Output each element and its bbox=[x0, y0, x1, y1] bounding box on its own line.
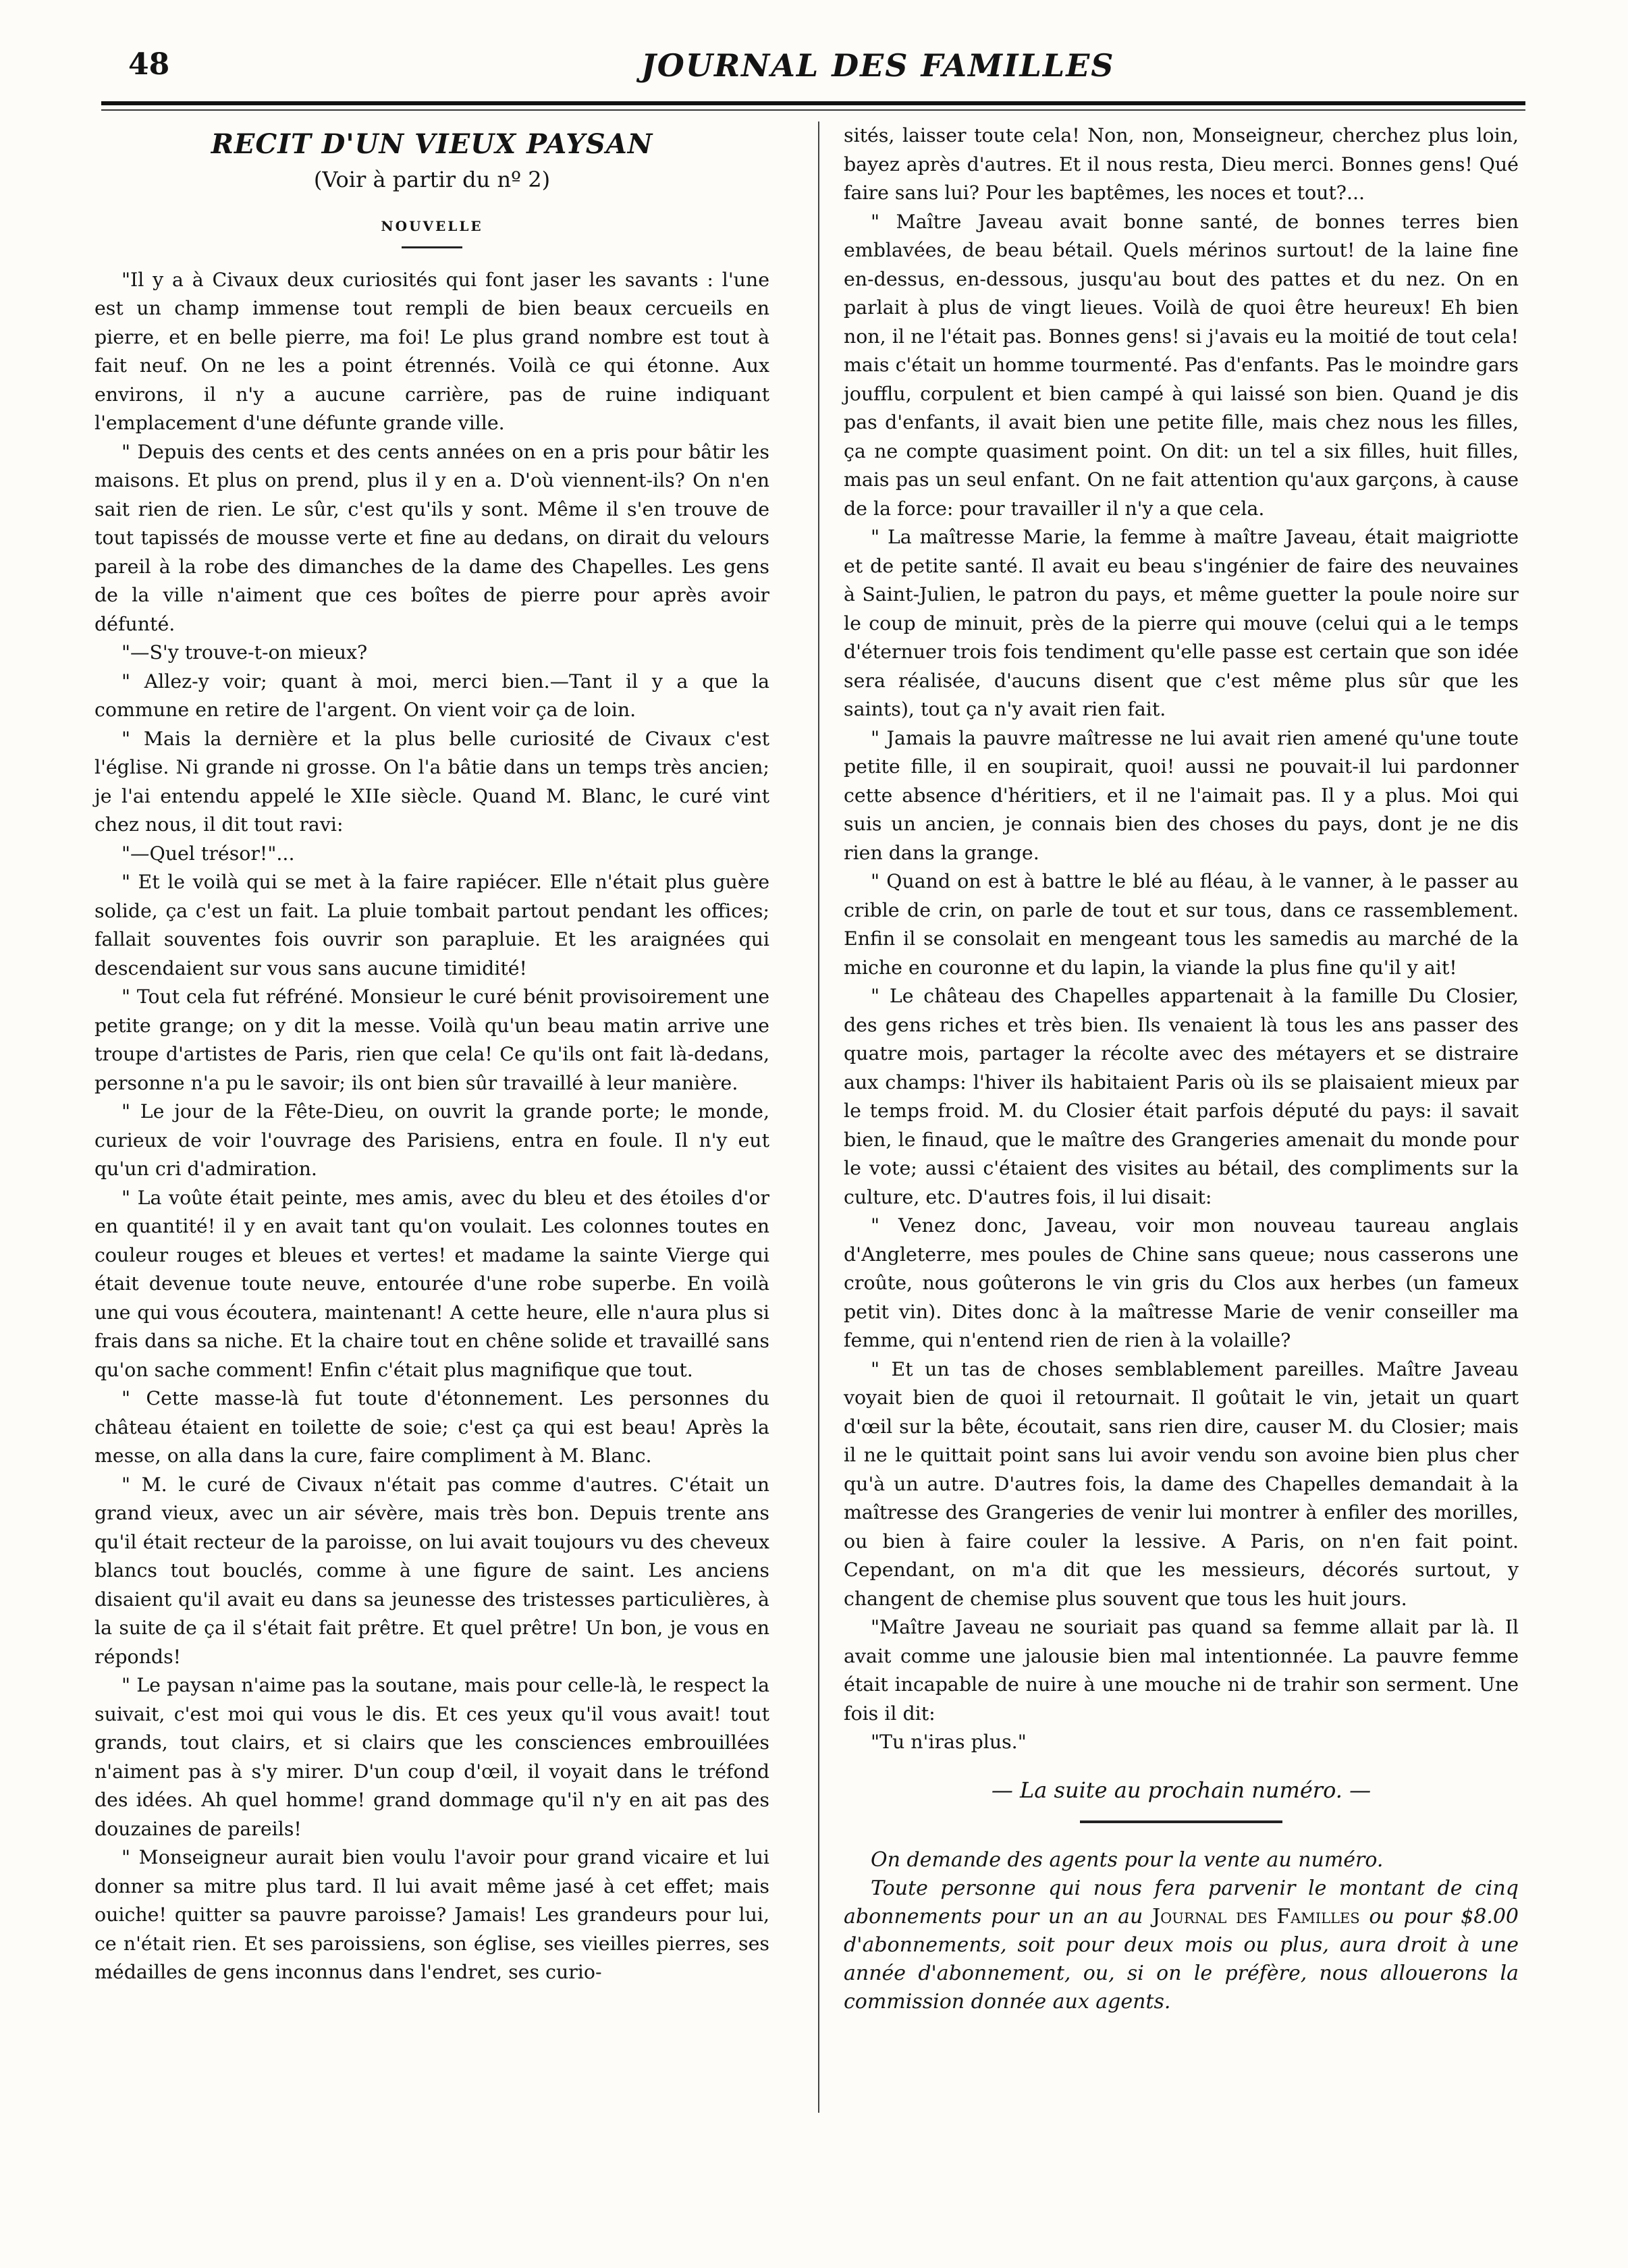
paragraph: "—S'y trouve-t-on mieux? bbox=[121, 641, 368, 664]
agents-notice bbox=[844, 1846, 1519, 2016]
paragraph: "Il y a à Civaux deux curiosités qui font jaser les savants : l'une est un champ immense tout rempli de bien beaux cercueils en pierre, et en belle pierre, ma foi! Le plus grand nombre est tout à fait neuf. On ne les a point étrennés. Voilà ce qui étonne. Aux environs, il n'y a aucune carrière, pas de ruine indiquant l'emplacement d'une défunte grande ville. bbox=[94, 268, 769, 434]
genre-label: NOUVELLE bbox=[381, 218, 483, 234]
header-rule bbox=[101, 101, 1525, 105]
paragraph: " Le jour de la Fête-Dieu, on ouvrit la grande porte; le monde, curieux de voir l'ouvrage des Parisiens, entra en foule. Il n'y eut qu'un cri d'admiration. bbox=[94, 1100, 769, 1180]
paragraph: " La voûte était peinte, mes amis, avec du bleu et des étoiles d'or en quantité! il y en avait tant qu'on voulait. Les colonnes toutes en couleur rouges et bleues et vertes! et madame la sainte Vierge qui était devenue toute neuve, entourée d'une robe superbe. En voilà une qui vous écoutera, maintenant! A cette heure, elle n'aura plus si frais dans sa niche. Et la chaire tout en chêne solide et travaillé sans qu'on sache comment! Enfin c'était plus magnifique que tout. bbox=[94, 1186, 769, 1381]
paragraph: " Maître Javeau avait bonne santé, de bonnes terres bien emblavées, de beau bétail. Quels mérinos surtout! de la laine fine en-dessus, en-dessous, jusqu'au bout des pattes et du nez. On en parlait à plus de vingt lieues. Voilà de quoi être heureux! Eh bien non, il ne l'était pas. Bonnes gens! si j'avais eu la moitié de tout cela! mais c'était un homme tourmenté. Pas d'enfants. Pas le moindre gars joufflu, corpulent et bien campé à qui laissé son bien. Quand je dis pas d'enfants, il avait bien une petite fille, mais chez nous les filles, ça ne compte quasiment point. On dit: un tel a six filles, huit filles, mais pas un seul enfant. On ne fait attention qu'aux garçons, à cause de la force: pour travailler il n'y a que cela. bbox=[844, 210, 1519, 520]
paragraph: "—Quel trésor!"... bbox=[121, 842, 295, 865]
running-head bbox=[101, 47, 1525, 94]
paragraph: " Tout cela fut réfréné. Monsieur le curé bénit provisoirement une petite grange; on y dit la messe. Voilà qu'un beau matin arrive une troupe d'artistes de Paris, rien que cela! Ce qu'ils ont fait là-dedans, personne n'a pu le savoir; ils ont bien sûr travaillé à leur manière. bbox=[94, 986, 769, 1094]
paragraph: "Tu n'iras plus." bbox=[871, 1731, 1027, 1753]
story-subtitle: (Voir à partir du nº 2) bbox=[313, 167, 551, 192]
paragraph: " Et un tas de choses semblablement pareilles. Maître Javeau voyait bien de quoi il retournait. Il goûtait le vin, jetait un quart d'œil sur la bête, écoutait, sans rien dire, causer M. du Closier; mais il ne le quittait point sans lui avoir vendu son avoine bien plus cher qu'à un autre. D'autres fois, la dame des Chapelles demandait à la maîtresse des Grangeries de venir lui montrer à enfiler des morilles, ou bien à faire couler la lessive. A Paris, on n'en fait point. Cependant, on m'a dit que les messieurs, décorés surtout, y changent de chemise plus souvent que tous les huit jours. bbox=[844, 1357, 1519, 1610]
paragraph: " Jamais la pauvre maîtresse ne lui avait rien amené qu'une toute petite fille, il en soupirait, quoi! aussi ne pouvait-il lui pardonner cette absence d'héritiers, et il ne l'aimait pas. Il y a plus. Moi qui suis un ancien, je connais bien des choses du pays, dont je ne dis rien dans la grange. bbox=[844, 726, 1519, 864]
paragraph: " Quand on est à battre le blé au fléau, à le vanner, à le passer au crible de crin, on parle de tout et sur tous, dans ce rassemblement. Enfin il se consolait en mengeant tous les samedis au marché de la miche en couronne et du lapin, la viande la plus fine qu'il y ait! bbox=[844, 870, 1519, 979]
to-be-continued: — La suite au prochain numéro. — bbox=[991, 1777, 1372, 1803]
paragraph: " Monseigneur aurait bien voulu l'avoir pour grand vicaire et lui donner sa mitre plus tard. Il lui avait même jasé à cet effet; mais ouiche! quitter sa pauvre paroisse? Jamais! Les grandeurs pour lui, ce n'était rien. Et ses paroissiens, son église, ses vieilles pierres, ses médailles de gens inconnus dans l'endret, ses curio- bbox=[94, 1846, 769, 1983]
right-column bbox=[844, 122, 1519, 2016]
paragraph: " M. le curé de Civaux n'était pas comme d'autres. C'était un grand vieux, avec un air sévère, mais très bon. Depuis trente ans qu'il était recteur de la paroisse, on lui avait toujours vu des cheveux blancs tout bouclés, comme à une figure de saint. Les anciens disaient qu'il avait eu dans sa jeunesse des tristesses particulières, à la suite de ça il s'était fait prêtre. Et quel prêtre! Un bon, je vous en réponds! bbox=[94, 1473, 769, 1668]
notice-line-2 bbox=[844, 1874, 1519, 2016]
story-title: RECIT D'UN VIEUX PAYSAN bbox=[211, 128, 653, 160]
paragraph: sités, laisser toute cela! Non, non, Monseigneur, cherchez plus loin, bayez après d'autres. Et il nous resta, Dieu merci. Bonnes gens! Qué faire sans lui? Pour les baptêmes, les noces et tout?... bbox=[844, 124, 1519, 204]
paragraph: " Le paysan n'aime pas la soutane, mais pour celle-là, le respect la suivait, c'est moi qui vous le dis. Et ces yeux qu'il vous avait! tout grands, tout clairs, et si clairs que les consciences embrouillées n'aiment pas à s'y mirer. D'un coup d'œil, il voyait dans le tréfond des idées. Ah quel homme! grand dommage qu'il n'y en ait pas des douzaines de pareils! bbox=[94, 1674, 769, 1840]
journal-title: JOURNAL DES FAMILLES bbox=[641, 47, 1115, 84]
paragraph: " Le château des Chapelles appartenait à la famille Du Closier, des gens riches et très bien. Ils venaient là tous les ans passer des quatre mois, partager la récolte avec des métayers et se distraire aux champs: l'hiver ils habitaient Paris où ils se plaisaient mieux par le temps froid. M. du Closier était parfois député du pays: il savait bien, le finaud, que le maître des Grangeries amenait du monde pour le vote; aussi c'étaient des visites au bétail, des compliments sur la culture, etc. D'autres fois, il lui disait: bbox=[844, 985, 1519, 1208]
section-rule bbox=[402, 246, 462, 248]
header-rule-thin bbox=[101, 109, 1525, 111]
notice-text-post: ou pour $8.00 d'abonnements, soit pour deux mois ou plus, aura droit à une année d'abonnement, ou, si on le préfère, nous allouerons la commission donnée aux agents. bbox=[844, 1905, 1519, 2014]
column-divider bbox=[818, 122, 819, 2113]
paragraph: " La maîtresse Marie, la femme à maître Javeau, était maigriotte et de petite santé. Il avait eu beau s'ingénier de faire des neuvaines à Saint-Julien, le patron du pays, et même guetter la poule noire sur le coup de minuit, près de la pierre qui mouve (celui qui a le temps d'éternuer trois fois tendiment qu'elle passe est certain que son idée sera réalisée, d'aucuns disent que c'est même plus sûr que les saints), tout ça n'y avait rien fait. bbox=[844, 526, 1519, 720]
paragraph: "Maître Javeau ne souriait pas quand sa femme allait par là. Il avait comme une jalousie bien mal intentionnée. La pauvre femme était incapable de nuire à une mouche ni de trahir son serment. Une fois il dit: bbox=[844, 1616, 1519, 1725]
left-column bbox=[94, 122, 769, 1987]
page-number: 48 bbox=[128, 47, 170, 82]
paragraph: " Depuis des cents et des cents années on en a pris pour bâtir les maisons. Et plus on prend, plus il y en a. D'où viennent-ils? On n'en sait rien de rien. Le sûr, c'est qu'ils y sont. Même il s'en trouve de tout tapissés de mousse verte et fine au dedans, on dirait du velours pareil à la robe des dimanches de la dame des Chapelles. Les gens de la ville n'aiment que ces boîtes de pierre pour après avoir défunté. bbox=[94, 440, 769, 635]
paragraph: " Cette masse-là fut toute d'étonnement. Les personnes du château étaient en toilette de soie; c'est ça qui est beau! Après la messe, on alla dans la cure, faire compliment à M. Blanc. bbox=[94, 1387, 769, 1467]
notice-journal-name: Journal des Familles bbox=[1152, 1905, 1360, 1928]
paragraph: " Venez donc, Javeau, voir mon nouveau taureau anglais d'Angleterre, mes poules de Chine sans queue; nous casserons une croûte, nous goûterons le vin gris du Clos aux herbes (un fameux petit vin). Dites donc à la maîtresse Marie de venir conseiller ma femme, qui n'entend rien de rien à la volaille? bbox=[844, 1214, 1519, 1351]
notice-text-pre: Toute personne qui nous fera parvenir le montant de cinq abonnements pour un an au bbox=[844, 1877, 1519, 1928]
paragraph: " Allez-y voir; quant à moi, merci bien.—Tant il y a que la commune en retire de l'argent. On vient voir ça de loin. bbox=[94, 670, 769, 721]
paragraph: " Et le voilà qui se met à la faire rapiécer. Elle n'était plus guère solide, ça c'est un fait. La pluie tombait partout pendant les offices; fallait souventes fois ouvrir son parapluie. Et les araignées qui descendaient sur vous sans aucune timidité! bbox=[94, 871, 769, 979]
notice-line-1: On demande des agents pour la vente au numéro. bbox=[871, 1848, 1384, 1872]
end-rule bbox=[1080, 1820, 1282, 1823]
paragraph: " Mais la dernière et la plus belle curiosité de Civaux c'est l'église. Ni grande ni grosse. On l'a bâtie dans un temps très ancien; je l'ai entendu appelé le XIIe siècle. Quand M. Blanc, le curé vint chez nous, il dit tout ravi: bbox=[94, 727, 769, 836]
